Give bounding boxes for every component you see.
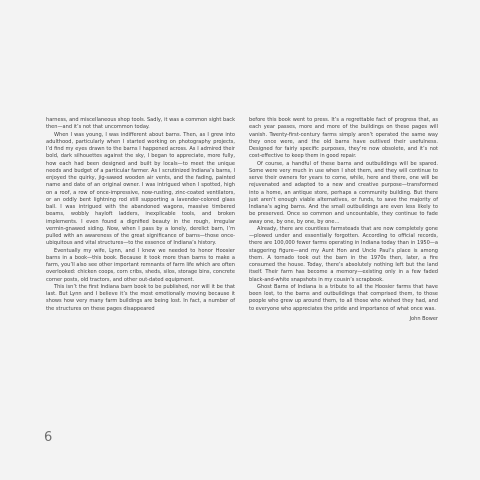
page-number: 6 <box>44 430 53 445</box>
paragraph: Eventually my wife, Lynn, and I knew we needed to honor Hoosier barns in a book—this book. Because it took more than barns to make a farm, you’ll also see other important remnants of farm life which are often overlooked: chicken coops, corn cribs, sheds, silos, storage bins, concrete corner posts, old tractors, and other out-dated equipment. <box>46 247 235 283</box>
right-text-column <box>249 117 438 323</box>
paragraph: harness, and miscellaneous shop tools. Sadly, it was a common sight back then—and it’s not that uncommon today. <box>46 117 235 131</box>
paragraph: When I was young, I was indifferent about barns. Then, as I grew into adulthood, particularly when I started working on photography projects, I’d find my eyes drawn to the barns I happened across. As I admired their bold, dark silhouettes against the sky, I began to appreciate, more fully, how each had been designed and built by locals—to meet the unique needs and budget of a particular farmer. As I scrutinized Indiana’s barns, I enjoyed the quirky, jig-sawed wooden air vents, and the fading, painted name and date of an original owner. I was intrigued when I spotted, high on a roof, a row of once-impressive, now-rusting, zinc-coated ventilators, or an oddly bent lightning rod still supporting a lavender-colored glass ball. I was intrigued with the abandoned wagons, massive timbered beams, wobbly hayloft ladders, inexplicable tools, and broken implements. I even found a dignified beauty in the rough, irregular vermin-gnawed siding. Now, when I pass by a lonely, derelict barn, I’m pulled with an awareness of the great significance of barns—those once-ubiquitous and vital structures—to the essence of Indiana’s history. <box>46 131 235 247</box>
paragraph: This isn’t the first Indiana barn book to be published, nor will it be that last. But Lynn and I believe it’s the most emotionally moving because it shows how very many farm buildings are being lost. In fact, a number of the structures on these pages disappeared <box>46 283 235 312</box>
paragraph: Already, there are countless farmsteads that are now completely gone—plowed under and essentially forgotten. According to official records, there are 100,000 fewer farms operating in Indiana today than in 1950—a staggering figure—and my Aunt Hon and Uncle Paul’s place is among them. A tornado took out the barn in the 1970s then, later, a fire consumed the house. Today, there’s absolutely nothing left but the land itself. Their farm has become a memory—existing only in a few faded black-and-white snapshots in my cousin’s scrapbook. <box>249 225 438 283</box>
author-signature: John Bower <box>409 315 438 322</box>
left-text-column <box>46 117 235 313</box>
paragraph: Of course, a handful of these barns and outbuildings will be spared. Some were very much in use when I shot them, and they will continue to serve their owners for years to come, while, here and there, one will be rejuvenated and adapted to a new and creative purpose—transformed into a home, an antique store, perhaps a community building. But there just aren’t enough viable alternatives, or funds, to save the majority of Indiana’s aging barns. And the small outbuildings are even less likely to be preserved. Once so common and uncountable, they continue to fade away one, by one, by one, by one… <box>249 160 438 225</box>
paragraph: Ghost Barns of Indiana is a tribute to all the Hoosier farms that have been lost, to the barns and outbuildings that comprised them, to those people who grew up around them, to all those who wished they had, and to everyone who appreciates the pride and importance of what once was. <box>249 283 438 312</box>
paragraph: before this book went to press. It’s a regrettable fact of progress that, as each year passes, more and more of the buildings on these pages will vanish. Twenty-first-century farms simply aren’t operated the same way they once were, and the old barns have outlived their usefulness. Designed for fairly specific purposes, they’re now obsolete, and it’s not cost-effective to keep them in good repair. <box>249 117 438 160</box>
